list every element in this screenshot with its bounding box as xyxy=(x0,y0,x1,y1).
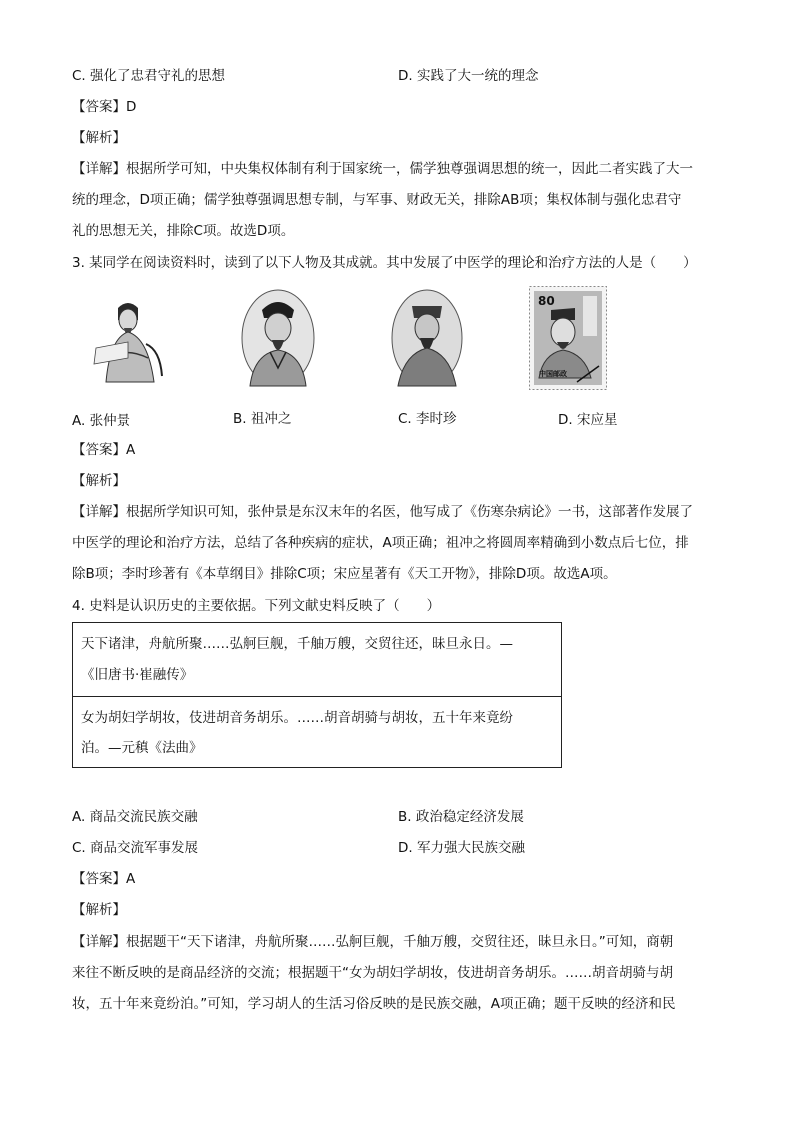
q2-analysis-title: 【解析】 xyxy=(72,130,126,146)
q2-option-d: D. 实践了大一统的理念 xyxy=(398,68,539,84)
portrait-zhang-zhongjing-image xyxy=(88,286,168,386)
q2-detail-line-2: 统的理念，D项正确；儒学独尊强调思想专制，与军事、财政无关，排除AB项；集权体制与强化忠君守 xyxy=(72,192,682,208)
q3-detail-line-3: 除B项；李时珍著有《本草纲目》排除C项；宋应星著有《天工开物》，排除D项。故选A项。 xyxy=(72,566,617,582)
q2-detail-line-1: 【详解】根据所学可知，中央集权体制有利于国家统一，儒学独尊强调思想的统一，因此二者实践了大一 xyxy=(72,161,693,177)
q4-source-2-line-2: 泊。—元稹《法曲》 xyxy=(81,740,203,756)
q4-analysis-title: 【解析】 xyxy=(72,902,126,918)
q3-option-c: C. 李时珍 xyxy=(398,411,457,427)
portrait-li-shizhen-image xyxy=(390,288,464,388)
q2-option-c: C. 强化了忠君守礼的思想 xyxy=(72,68,226,84)
q3-option-d: D. 宋应星 xyxy=(558,412,618,428)
portrait-zu-chongzhi-image xyxy=(240,288,316,388)
q4-option-d: D. 军力强大民族交融 xyxy=(398,840,525,856)
q3-answer: 【答案】A xyxy=(72,442,136,458)
q2-detail-line-3: 礼的思想无关，排除C项。故选D项。 xyxy=(72,223,295,239)
q3-option-b: B. 祖冲之 xyxy=(233,411,292,427)
q4-source-1-line-2: 《旧唐书·崔融传》 xyxy=(81,667,194,683)
q3-analysis-title: 【解析】 xyxy=(72,473,126,489)
stamp-value: 80 xyxy=(538,294,555,308)
q3-option-a: A. 张仲景 xyxy=(72,413,131,429)
q4-option-c: C. 商品交流军事发展 xyxy=(72,840,199,856)
q4-stem: 4. 史料是认识历史的主要依据。下列文献史料反映了（ ） xyxy=(72,598,441,614)
q4-option-b: B. 政治稳定经济发展 xyxy=(398,809,524,825)
q4-detail-line-2: 来往不断反映的是商品经济的交流；根据题干“女为胡妇学胡妆，伎进胡音务胡乐。……胡音胡骑与胡 xyxy=(72,965,673,981)
q4-answer: 【答案】A xyxy=(72,871,136,887)
q3-detail-line-1: 【详解】根据所学知识可知，张仲景是东汉末年的名医，他写成了《伤寒杂病论》一书，这部著作发展了 xyxy=(72,504,693,520)
q3-stem: 3. 某同学在阅读资料时，读到了以下人物及其成就。其中发展了中医学的理论和治疗方法的人是（ ） xyxy=(72,255,697,271)
q4-source-row-1 xyxy=(73,623,561,697)
q4-source-2-line-1: 女为胡妇学胡妆，伎进胡音务胡乐。……胡音胡骑与胡妆，五十年来竟纷 xyxy=(81,710,513,726)
q4-option-a: A. 商品交流民族交融 xyxy=(72,809,198,825)
q4-source-1-line-1: 天下诸津，舟航所聚……弘舸巨舰，千舳万艘，交贸往还，昧旦永日。— xyxy=(81,636,513,652)
q3-detail-line-2: 中医学的理论和治疗方法，总结了各种疾病的症状，A项正确；祖冲之将圆周率精确到小数点后七位，排 xyxy=(72,535,689,551)
q4-detail-line-3: 妆，五十年来竟纷泊。”可知，学习胡人的生活习俗反映的是民族交融，A项正确；题干反映的经济和民 xyxy=(72,996,676,1012)
stamp-country: 中国邮政 xyxy=(539,370,567,378)
q4-source-row-2 xyxy=(73,697,561,769)
q2-answer: 【答案】D xyxy=(72,99,137,115)
q4-detail-line-1: 【详解】根据题干“天下诸津，舟航所聚……弘舸巨舰，千舳万艘，交贸往还，昧旦永日。”可知，商朝 xyxy=(72,934,674,950)
q4-source-table xyxy=(72,622,562,768)
